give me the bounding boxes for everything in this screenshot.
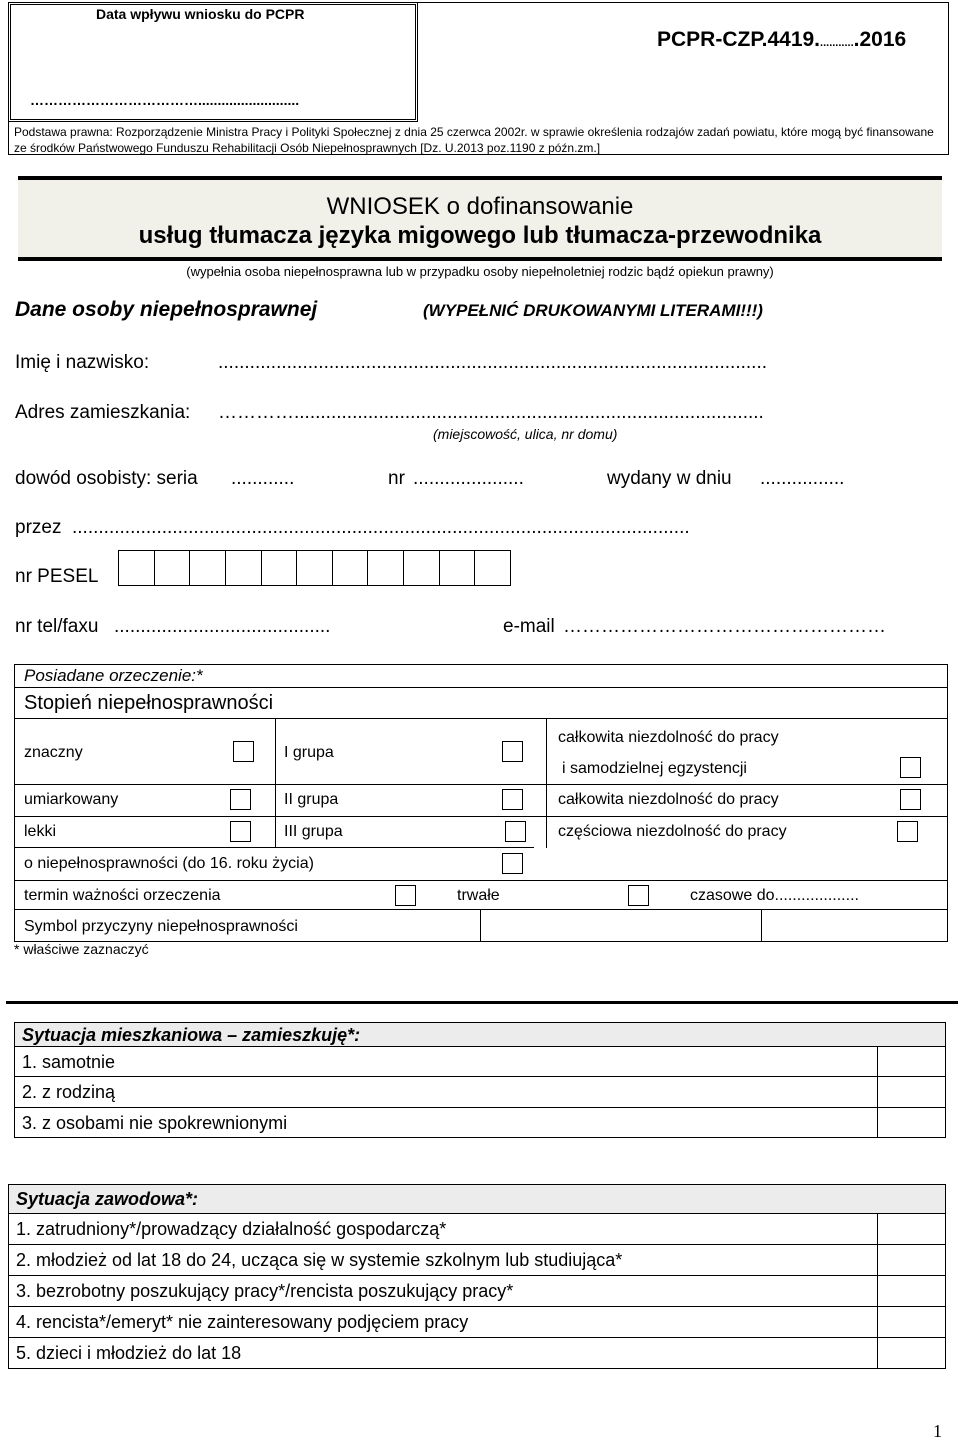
degree-mild-checkbox[interactable] [230, 821, 251, 842]
employment-heading: Sytuacja zawodowa*: [9, 1185, 945, 1214]
section-divider [6, 1001, 958, 1004]
title-banner [18, 176, 942, 261]
degree-heading: Stopień niepełnosprawności [24, 692, 274, 714]
receipt-date-label: Data wpływu wniosku do PCPR [96, 6, 305, 22]
issuer-label: przez [15, 517, 62, 538]
pesel-digit-box[interactable] [474, 551, 510, 585]
total-inability-independent-label-1: całkowita niezdolność do pracy [558, 729, 779, 746]
degree-significant-checkbox[interactable] [233, 741, 254, 762]
degree-moderate-checkbox[interactable] [230, 789, 251, 810]
housing-heading: Sytuacja mieszkaniowa – zamieszkuję*: [15, 1023, 945, 1047]
document-number-prefix: PCPR-CZP.4419. [657, 28, 821, 51]
pesel-digit-box[interactable] [154, 551, 190, 585]
disability-table [14, 664, 948, 942]
employment-mark-3[interactable] [878, 1277, 946, 1307]
pesel-label: nr PESEL [15, 566, 99, 587]
total-inability-label: całkowita niezdolność do pracy [558, 791, 779, 808]
form-title-line1: WNIOSEK o dofinansowanie [326, 193, 634, 220]
total-inability-independent-checkbox[interactable] [900, 757, 921, 778]
capitals-note: (WYPEŁNIĆ DRUKOWANYMI LITERAMI!!!) [423, 301, 763, 320]
group-1-checkbox[interactable] [502, 741, 523, 762]
page-number: 1 [933, 1421, 942, 1441]
fill-instruction: (wypełnia osoba niepełnosprawna lub w przypadku osoby niepełnoletniej rodzic bądź opiekun prawny) [186, 264, 774, 279]
receipt-date-field[interactable]: ……………………………….......................... [30, 92, 300, 108]
total-inability-independent-label-2: i samodzielnej egzystencji [562, 760, 747, 777]
housing-mark-1[interactable] [878, 1048, 946, 1077]
employment-mark-5[interactable] [878, 1339, 946, 1369]
form-title-line2: usług tłumacza języka migowego lub tłumacza-przewodnika [138, 222, 822, 249]
id-issued-label: wydany w dniu [607, 468, 732, 489]
group-2-label: II grupa [284, 791, 339, 808]
email-field[interactable]: …………………………………………… [563, 616, 886, 637]
employment-option: 1. zatrudniony*/prowadzący działalność gospodarczą* [9, 1214, 945, 1245]
employment-option: 2. młodzież od lat 18 do 24, ucząca się w systemie szkolnym lub studiująca* [9, 1245, 945, 1276]
id-series-label: dowód osobisty: seria [15, 468, 198, 489]
decision-heading: Posiadane orzeczenie:* [24, 666, 203, 685]
group-2-checkbox[interactable] [502, 789, 523, 810]
housing-option: 1. samotnie [15, 1047, 945, 1077]
pesel-digit-box[interactable] [225, 551, 261, 585]
email-label: e-mail [503, 616, 555, 637]
partial-inability-label: częściowa niezdolność do pracy [558, 823, 787, 840]
group-3-label: III grupa [284, 823, 343, 840]
degree-significant-label: znaczny [24, 744, 83, 761]
temporary-label [690, 887, 859, 905]
employment-option: 5. dzieci i młodzież do lat 18 [16, 1343, 242, 1363]
pesel-digit-box[interactable] [296, 551, 332, 585]
housing-mark-2[interactable] [878, 1078, 946, 1108]
degree-mild-label: lekki [24, 823, 57, 840]
phone-label: nr tel/faxu [15, 616, 99, 637]
pesel-digit-box[interactable] [189, 551, 225, 585]
legal-basis: Podstawa prawna: Rozporządzenie Ministra Pracy i Polityki Społecznej z dnia 25 czerwca 2002r. w sprawie określenia rodzajów zadań powiatu, które mogą być finansowane ze środków Państwowego Funduszu Rehabilitacji Osób Niepełnosprawnych [Dz. U.2013 poz.1190 z późn.zm.] [14, 125, 934, 155]
group-1-label: I grupa [284, 744, 334, 761]
housing-mark-3[interactable] [878, 1109, 946, 1138]
address-field[interactable]: …………......................................................................................... [218, 402, 764, 423]
temporary-date-field[interactable]: ................... [774, 887, 859, 904]
cause-symbol-label: Symbol przyczyny niepełnosprawności [24, 918, 298, 935]
under-16-label: o niepełnosprawności (do 16. roku życia) [24, 855, 314, 872]
id-series-field[interactable]: ............ [231, 468, 295, 489]
id-number-field[interactable]: ..................... [413, 468, 524, 489]
phone-field[interactable]: ......................................... [114, 616, 331, 637]
pesel-digit-box[interactable] [403, 551, 439, 585]
total-inability-checkbox[interactable] [900, 789, 921, 810]
housing-section [14, 1022, 946, 1138]
employment-mark-1[interactable] [878, 1215, 946, 1245]
housing-option: 3. z osobami nie spokrewnionymi [22, 1113, 288, 1133]
under-16-checkbox[interactable] [502, 853, 523, 874]
temporary-label-text: czasowe do [690, 887, 775, 904]
pesel-input[interactable] [118, 550, 511, 586]
pesel-digit-box[interactable] [367, 551, 403, 585]
degree-moderate-label: umiarkowany [24, 791, 119, 808]
group-3-checkbox[interactable] [505, 821, 526, 842]
name-field[interactable]: ........................................................................................................ [218, 352, 767, 373]
id-number-label: nr [388, 468, 405, 489]
housing-option: 2. z rodziną [15, 1077, 945, 1108]
employment-mark-4[interactable] [878, 1308, 946, 1338]
validity-label: termin ważności orzeczenia [24, 887, 221, 904]
address-label: Adres zamieszkania: [15, 402, 191, 423]
document-number [657, 28, 906, 52]
employment-option: 4. rencista*/emeryt* nie zainteresowany podjęciem pracy [9, 1307, 945, 1338]
pesel-digit-box[interactable] [119, 551, 154, 585]
footnote: * właściwe zaznaczyć [14, 941, 149, 957]
employment-section [8, 1184, 946, 1369]
pesel-digit-box[interactable] [439, 551, 475, 585]
person-section-heading: Dane osoby niepełnosprawnej [15, 298, 318, 321]
issuer-field[interactable]: ..................................................................................................................... [72, 517, 690, 538]
partial-inability-checkbox[interactable] [897, 821, 918, 842]
pesel-digit-box[interactable] [332, 551, 368, 585]
document-number-field[interactable]: ........... [820, 37, 854, 49]
employment-mark-2[interactable] [878, 1246, 946, 1276]
address-hint: (miejscowość, ulica, nr domu) [433, 426, 618, 442]
name-label: Imię i nazwisko: [15, 352, 150, 373]
pesel-digit-box[interactable] [261, 551, 297, 585]
permanent-label: trwałe [457, 887, 500, 904]
employment-option: 3. bezrobotny poszukujący pracy*/rencista poszukujący pracy* [9, 1276, 945, 1307]
document-number-suffix: .2016 [853, 28, 907, 51]
id-issued-field[interactable]: ................ [760, 468, 845, 489]
permanent-checkbox[interactable] [628, 885, 649, 906]
validity-checkbox[interactable] [395, 885, 416, 906]
